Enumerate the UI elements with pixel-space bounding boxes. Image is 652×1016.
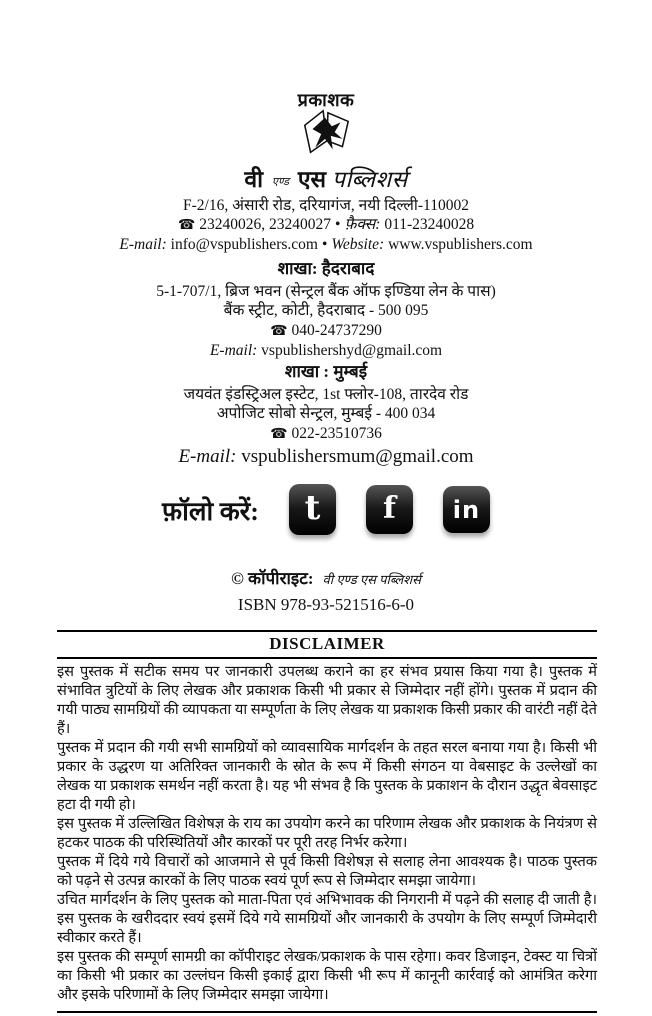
disclaimer-body bbox=[57, 659, 597, 1011]
twitter-icon[interactable]: t bbox=[289, 484, 336, 535]
branch-hyderabad-phone: 040-24737290 bbox=[291, 321, 382, 339]
brand-and: एण्ड bbox=[271, 176, 290, 188]
bullet-separator: • bbox=[335, 216, 341, 233]
head-office-phones: 23240026, 23240027 bbox=[199, 216, 332, 233]
disclaimer-paragraph: पुस्तक में दिये गये विचारों को आजमाने से पूर्व किसी विशेषज्ञ से सलाह लेना आवश्यक है। पाठक पुस्तक को पढ़ने से उत्पन्न कारकों के लिए पाठक स्वयं पूर्ण रूप से जिम्मेदार समझा जायेगा। bbox=[57, 854, 597, 889]
branch-hyderabad-address1: 5-1-707/1, ब्रिज भवन (सेन्ट्रल बैंक ऑफ इण्डिया लेन के पास) bbox=[156, 282, 496, 300]
branch-hyderabad-heading: शाखा: हैदराबाद bbox=[277, 259, 375, 278]
copyright-line bbox=[0, 566, 652, 589]
follow-us-row bbox=[0, 484, 652, 535]
branch-hyderabad-address2: बैंक स्ट्रीट, कोटी, हैदराबाद - 500 095 bbox=[223, 302, 429, 319]
head-office-fax: 011-23240028 bbox=[384, 216, 475, 233]
isbn: ISBN 978-93-521516-6-0 bbox=[237, 595, 415, 614]
branch-hyderabad-email-line bbox=[0, 341, 652, 361]
disclaimer-paragraph: पुस्तक में प्रदान की गयी सभी सामग्रियों को व्यावसायिक मार्गदर्शन के तहत सरल बनाया गया है। किसी भी प्रकार के उद्धरण या अतिरिक्त जानकारी के स्रोत के रूप में किसी संगठन या वेबसाइट के उल्लेखों का लेखक या प्रकाशक समर्थन नहीं करता है। यह भी संभव है कि पुस्तक के प्रकाशन के दौरान उद्धृत बेवसाइट हटा दी गयी हो। bbox=[57, 740, 597, 813]
copyright-holder: वी एण्ड एस पब्लिशर्स bbox=[322, 572, 421, 587]
phone-icon: ☎ bbox=[177, 217, 196, 233]
disclaimer-heading: DISCLAIMER bbox=[57, 632, 597, 659]
head-office-phone-line bbox=[0, 215, 652, 235]
branch-mumbai-heading: शाखा : मुम्बई bbox=[284, 362, 368, 381]
brand-v: वी bbox=[244, 167, 264, 192]
branch-mumbai-email-line bbox=[0, 447, 652, 467]
disclaimer-paragraph: इस पुस्तक की सम्पूर्ण सामग्री का कॉपीराइट लेखक/प्रकाशक के पास रहेगा। कवर डिजाइन, टेक्स्ट या चित्रों का किसी भी प्रकार का उल्लंघन किसी इकाई द्वारा किसी भी रूप में कानूनी कार्रवाई को आमंत्रित करेगा और इसके परिणामों के लिए जिम्मेदार समझा जायेगा। bbox=[57, 949, 597, 1003]
disclaimer-paragraph: उचित मार्गदर्शन के लिए पुस्तक को माता-पिता एवं अभिभावक की निगरानी में पढ़ने की सलाह दी जाती है। इस पुस्तक के खरीददार स्वयं इसमें दिये गये सामग्रियों और जानकारी के उपयोग के लिए सम्पूर्ण जिम्मेदारी स्वीकार करते हैं। bbox=[57, 892, 597, 946]
facebook-icon[interactable]: f bbox=[366, 485, 413, 534]
head-office-website[interactable]: www.vspublishers.com bbox=[388, 236, 533, 253]
branch-mumbai-address1: जयवंत इंडस्ट्रिअल इस्टेट, 1st फ्लोर-108, तारदेव रोड bbox=[183, 385, 469, 403]
email-label: E-mail: bbox=[178, 446, 237, 467]
branch-mumbai-email[interactable]: vspublishersmum@gmail.com bbox=[241, 446, 474, 467]
branch-hyderabad-phone-line bbox=[0, 321, 652, 342]
branch-mumbai-phone: 022-23510736 bbox=[291, 424, 382, 442]
disclaimer-section bbox=[57, 630, 597, 1013]
publisher-name bbox=[0, 162, 652, 194]
copyright-label: © कॉपीराइट: bbox=[231, 569, 314, 588]
head-office-block bbox=[0, 196, 652, 254]
phone-icon: ☎ bbox=[270, 322, 288, 339]
head-office-address: F-2/16, अंसारी रोड, दरियागंज, नयी दिल्ली-110002 bbox=[183, 197, 469, 214]
website-label: Website: bbox=[331, 236, 385, 253]
brand-publishers: पब्लिशर्स bbox=[331, 167, 408, 192]
follow-us-label: फ़ॉलो करें: bbox=[162, 496, 259, 526]
publisher-logo bbox=[0, 106, 652, 167]
disclaimer-paragraph: इस पुस्तक में सटीक समय पर जानकारी उपलब्ध कराने का हर संभव प्रयास किया गया है। पुस्तक में संभावित त्रुटियों के लिए लेखक और प्रकाशक किसी भी प्रकार से जिम्मेदार नहीं होंगे। पुस्तक में प्रदान की गयी पाठ्य सामग्रियों की व्यापकता या सम्पूर्णता के लिए लेखक या प्रकाशक किसी प्रकार की वारंटी नहीं देते हैं। bbox=[57, 664, 597, 737]
bullet-separator: • bbox=[321, 236, 328, 253]
email-label: E-mail: bbox=[119, 236, 167, 253]
branch-hyderabad-block bbox=[0, 259, 652, 361]
phone-icon: ☎ bbox=[270, 425, 288, 442]
head-office-email-line bbox=[0, 235, 652, 254]
branch-mumbai-address2: अपोजिट सोबो सेन्ट्रल, मुम्बई - 400 034 bbox=[216, 405, 436, 422]
fax-label: फ़ैक्स: bbox=[344, 216, 381, 233]
linkedin-icon[interactable]: in bbox=[443, 486, 490, 533]
head-office-email[interactable]: info@vspublishers.com bbox=[170, 236, 318, 253]
branch-mumbai-block bbox=[0, 362, 652, 467]
branch-mumbai-phone-line bbox=[0, 424, 652, 445]
disclaimer-paragraph: इस पुस्तक में उल्लिखित विशेषज्ञ के राय का उपयोग करने का परिणाम लेखक और प्रकाशक के नियंत्रण से हटकर पाठक की परिस्थितियों और कारकों पर पूरी तरह निर्भर करेगा। bbox=[57, 816, 597, 851]
brand-s: एस bbox=[297, 167, 327, 192]
publisher-heading: प्रकाशक bbox=[297, 90, 355, 110]
email-label: E-mail: bbox=[209, 342, 258, 359]
branch-hyderabad-email[interactable]: vspublishershyd@gmail.com bbox=[261, 342, 443, 359]
